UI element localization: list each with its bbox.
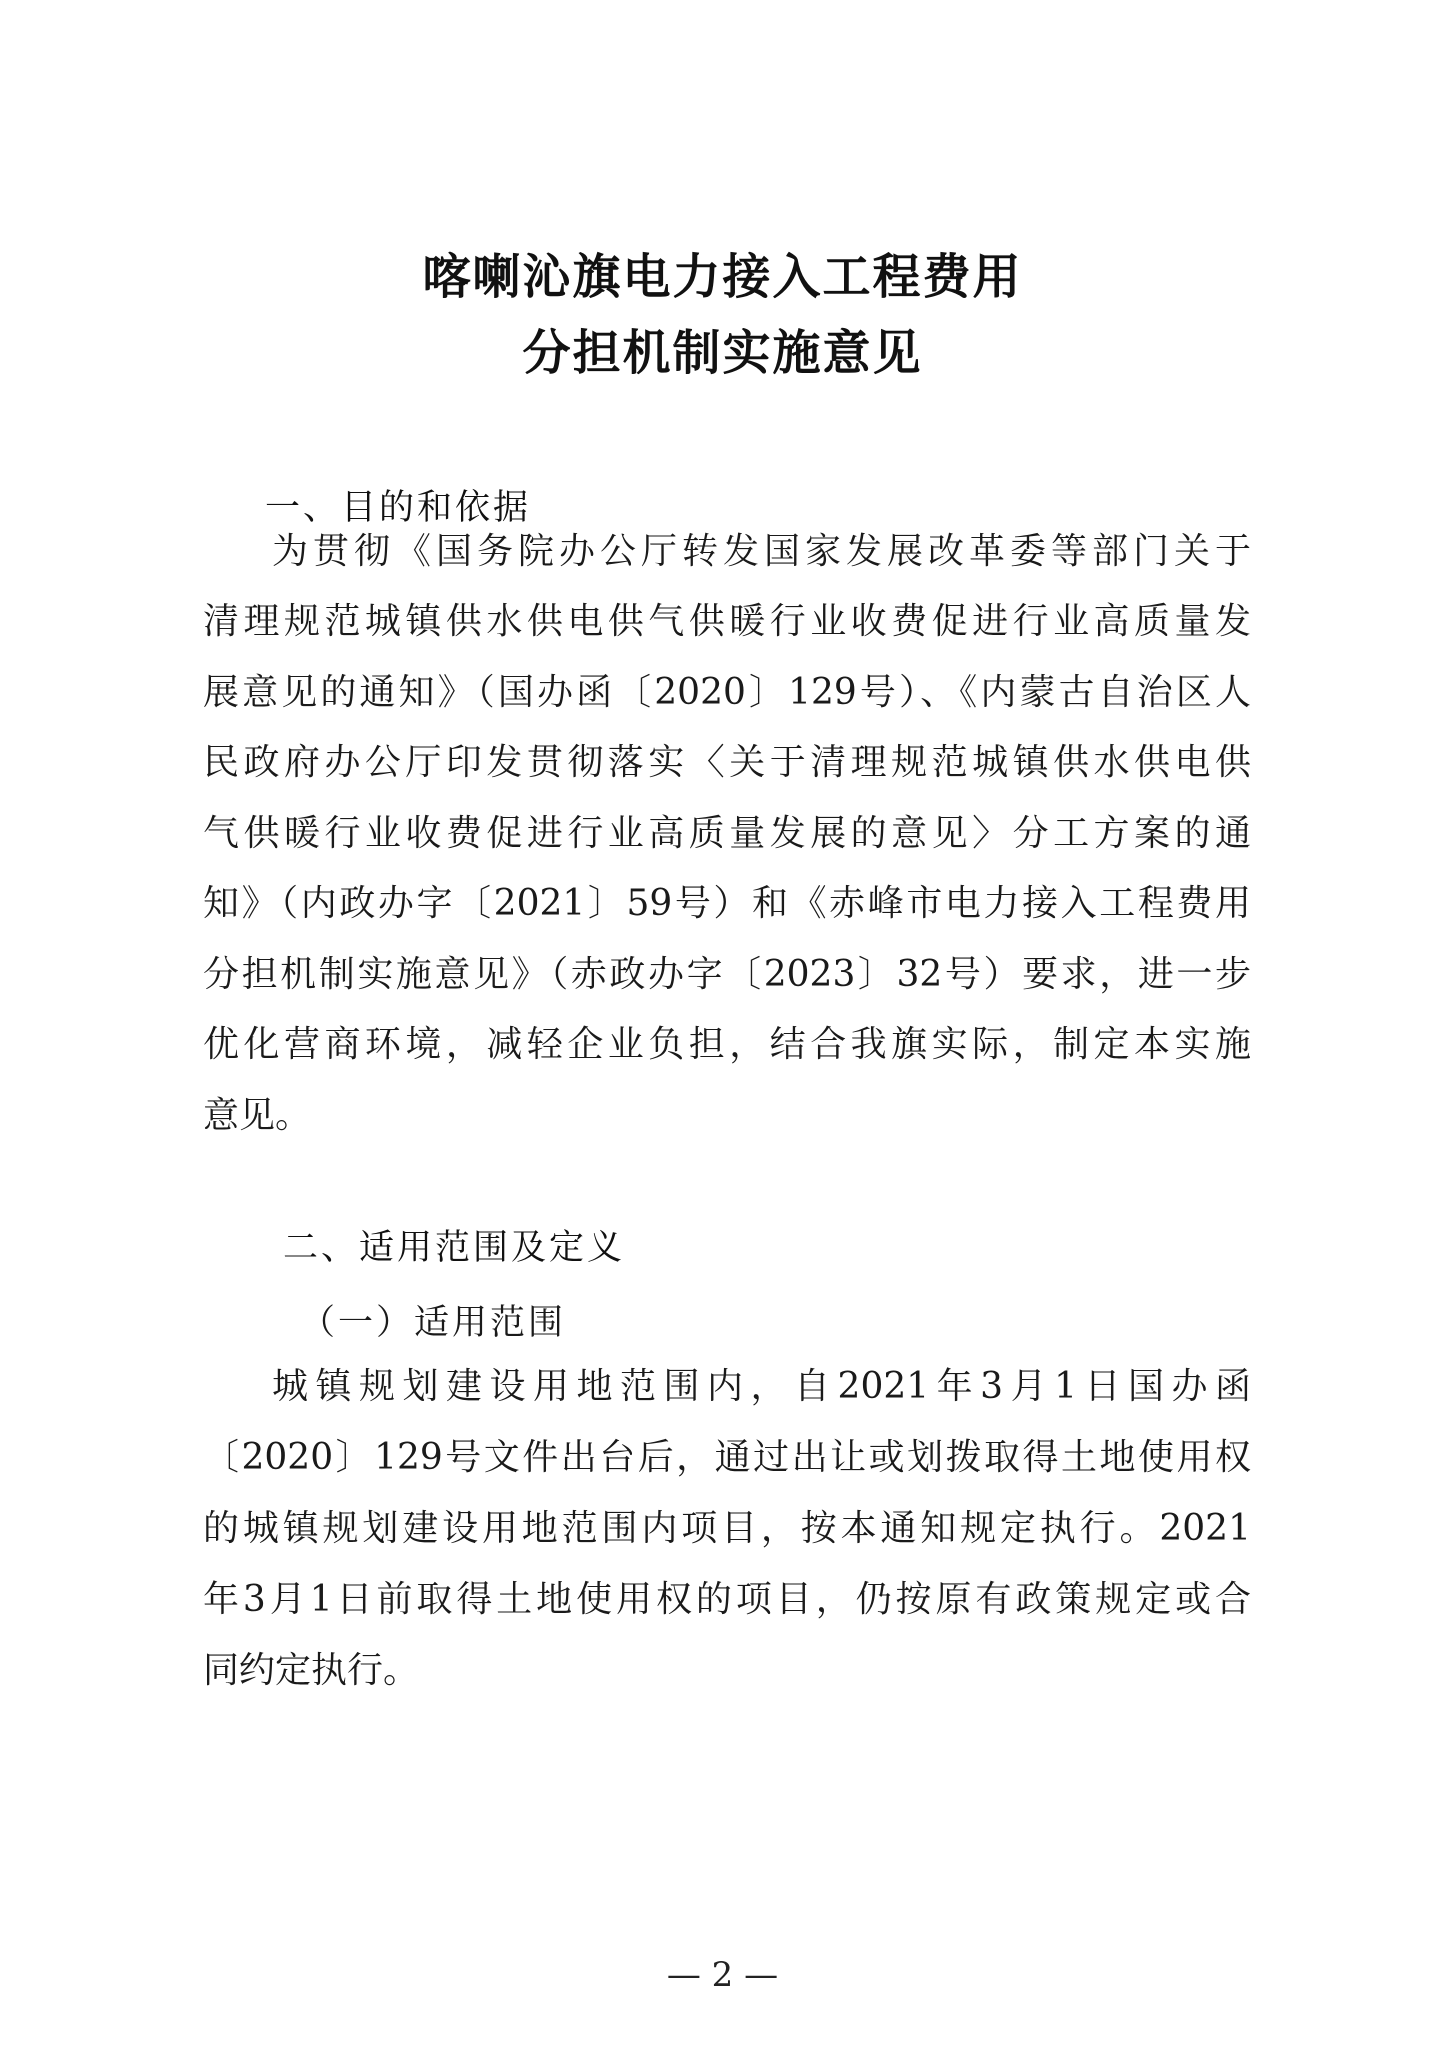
section-2-subheading: （一）适用范围: [300, 1303, 567, 1343]
document-title-line-1: 喀喇沁旗电力接入工程费用: [422, 249, 1023, 305]
paragraph-line: 优化营商环境，减轻企业负担，结合我旗实际，制定本实施: [203, 1024, 1251, 1065]
paragraph-line: 清理规范城镇供水供电供气供暖行业收费促进行业高质量发: [203, 601, 1251, 642]
page-number: — 2 —: [666, 1955, 779, 1995]
paragraph-line: 气供暖行业收费促进行业高质量发展的意见〉分工方案的通: [203, 813, 1251, 854]
paragraph-line: 分担机制实施意见》（赤政办字〔2023〕32号）要求，进一步: [203, 954, 1251, 995]
paragraph-line: 城镇规划建设用地范围内，自2021年3月1日国办函: [272, 1366, 1251, 1407]
paragraph-line: 为贯彻《国务院办公厅转发国家发展改革委等部门关于: [272, 531, 1251, 572]
paragraph-line: 〔2020〕129号文件出台后，通过出让或划拨取得土地使用权: [203, 1437, 1251, 1478]
paragraph-line: 意见。: [203, 1095, 312, 1136]
paragraph-line: 民政府办公厅印发贯彻落实〈关于清理规范城镇供水供电供: [203, 742, 1251, 783]
paragraph-line: 知》（内政办字〔2021〕59号）和《赤峰市电力接入工程费用: [203, 883, 1251, 924]
paragraph-line: 同约定执行。: [203, 1650, 420, 1691]
section-2-heading: 二、适用范围及定义: [283, 1228, 626, 1268]
section-1-heading: 一、目的和依据: [265, 488, 532, 528]
paragraph-line: 年3月1日前取得土地使用权的项目，仍按原有政策规定或合: [203, 1579, 1251, 1620]
paragraph-line: 展意见的通知》（国办函〔2020〕129号）、《内蒙古自治区人: [203, 672, 1251, 713]
paragraph-line: 的城镇规划建设用地范围内项目，按本通知规定执行。2021: [203, 1508, 1251, 1549]
document-title-line-2: 分担机制实施意见: [522, 325, 923, 381]
